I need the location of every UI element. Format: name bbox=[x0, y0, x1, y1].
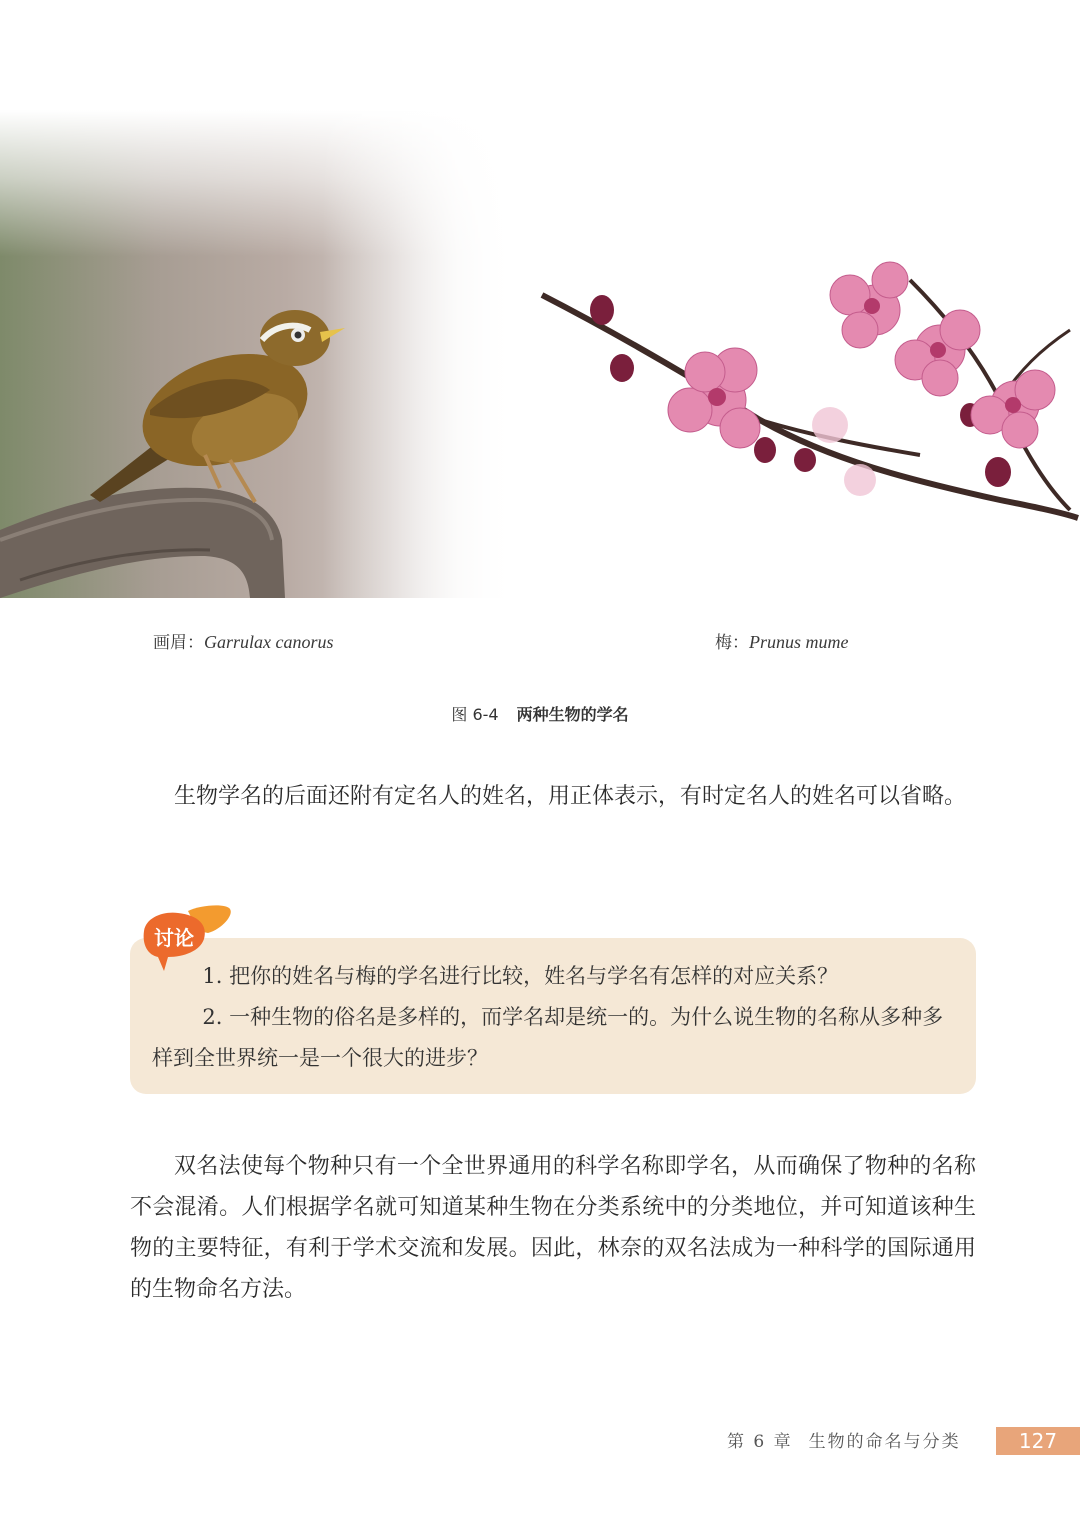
hwamei-bird-photo bbox=[0, 110, 520, 598]
footer-chapter-title: 生物的命名与分类 bbox=[808, 1432, 961, 1452]
figure-title bbox=[0, 702, 1080, 725]
paragraph-binomial-nomenclature: 双名法使每个物种只有一个全世界通用的科学名称即学名，从而确保了物种的名称不会混淆。人们根据学名就可知道某种生物在分类系统中的分类地位，并可知道该种生物的主要特征，有利于学术交流和发展。因此，林奈的双名法成为一种科学的国际通用的生物命名方法。 bbox=[130, 1154, 976, 1302]
discussion-badge-label: 讨论 bbox=[154, 926, 194, 950]
bird-caption bbox=[153, 628, 334, 653]
figure-title-text: 两种生物的学名 bbox=[516, 705, 629, 724]
figure-number: 图 6-4 bbox=[451, 705, 499, 724]
plum-blossom-photo bbox=[530, 250, 1080, 550]
footer-chapter-number: 第 6 章 bbox=[727, 1432, 793, 1452]
paragraph-author-name: 生物学名的后面还附有定名人的姓名，用正体表示，有时定名人的姓名可以省略。 bbox=[174, 784, 967, 809]
page-number: 127 bbox=[996, 1427, 1080, 1455]
discussion-question-2: 2. 一种生物的俗名是多样的，而学名却是统一的。为什么说生物的名称从多种多样到全世界统一是一个很大的进步？ bbox=[152, 1005, 944, 1070]
bird-scientific-name: Garrulax canorus bbox=[204, 632, 334, 652]
plum-caption bbox=[715, 628, 849, 653]
footer-chapter-label bbox=[727, 1427, 961, 1452]
discussion-question-1: 1. 把你的姓名与梅的学名进行比较，姓名与学名有怎样的对应关系？ bbox=[202, 964, 839, 988]
bird-common-name: 画眉： bbox=[153, 633, 204, 653]
plum-scientific-name: Prunus mume bbox=[749, 632, 849, 652]
plum-common-name: 梅： bbox=[715, 633, 749, 653]
